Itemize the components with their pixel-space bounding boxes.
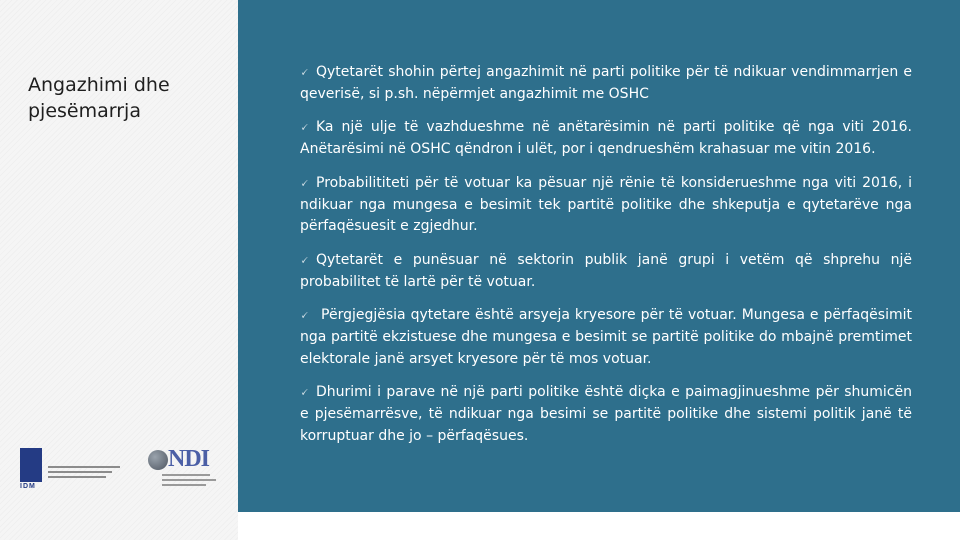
ndi-logo xyxy=(148,446,220,494)
check-icon: 🗸 xyxy=(300,175,309,190)
content-panel xyxy=(238,0,960,512)
ndi-logo-label: NDI xyxy=(168,446,210,472)
bullet-text: Ka një ulje të vazhdueshme në anëtarësimin në parti politike që nga viti 2016. Anëtarësimi në OSHC qëndron i ulët, por i qendrueshëm krahasuar me vitin 2016. xyxy=(300,119,912,158)
idm-logo-wordmark xyxy=(48,466,120,481)
check-icon: 🗸 xyxy=(300,385,309,400)
bullet-text: Qytetarët e punësuar në sektorin publik janë grupi i vetëm që shprehu një probabilitet të lartë për të votuar. xyxy=(300,251,912,290)
left-panel xyxy=(0,0,238,540)
bullet-text: Përgjegjësia qytetare është arsyeja kryesore për të votuar. Mungesa e përfaqësimit nga partitë ekzistuese dhe mungesa e besimit se partitë politike do mbajnë premtimet elektorale janë arsyet kryesore për të mos votuar. xyxy=(300,307,912,367)
bullet-text: Qytetarët shohin përtej angazhimit në parti politike për të ndikuar vendimmarrjen e qeverisë, si p.sh. nëpërmjet angazhimit me OSHC xyxy=(300,64,912,102)
idm-logo-mark-icon xyxy=(20,448,42,482)
idm-logo xyxy=(20,448,120,494)
check-icon: 🗸 xyxy=(300,120,309,135)
bullet-item xyxy=(300,250,912,293)
check-icon: 🗸 xyxy=(300,308,309,323)
bullet-list xyxy=(300,62,912,460)
check-icon: 🗸 xyxy=(300,65,309,79)
idm-logo-label: IDM xyxy=(20,483,36,490)
bullet-text: Dhurimi i parave në një parti politike është diçka e paimagjinueshme për shumicën e pjesëmarrësve, të ndikuar nga besimi se partitë politike dhe sistemi politik janë të korruptuar dhe jo – përfaqësues. xyxy=(300,384,912,444)
check-icon: 🗸 xyxy=(300,252,309,267)
slide-title: Angazhimi dhe pjesëmarrja xyxy=(28,74,170,122)
bullet-item xyxy=(300,305,912,370)
bullet-text: Probabilititeti për të votuar ka pësuar një rënie të konsiderueshme nga viti 2016, i ndikuar nga mungesa e besimit tek partitë politike dhe shkeputja e qytetarëve nga përfaqësuesit e zgjedhur. xyxy=(300,174,912,235)
bottom-strip xyxy=(238,512,960,540)
bullet-item xyxy=(300,173,912,238)
bullet-item xyxy=(300,382,912,447)
bullet-item xyxy=(300,62,912,105)
ndi-logo-subtitle xyxy=(162,474,218,489)
bullet-item xyxy=(300,117,912,160)
globe-icon xyxy=(148,450,168,470)
